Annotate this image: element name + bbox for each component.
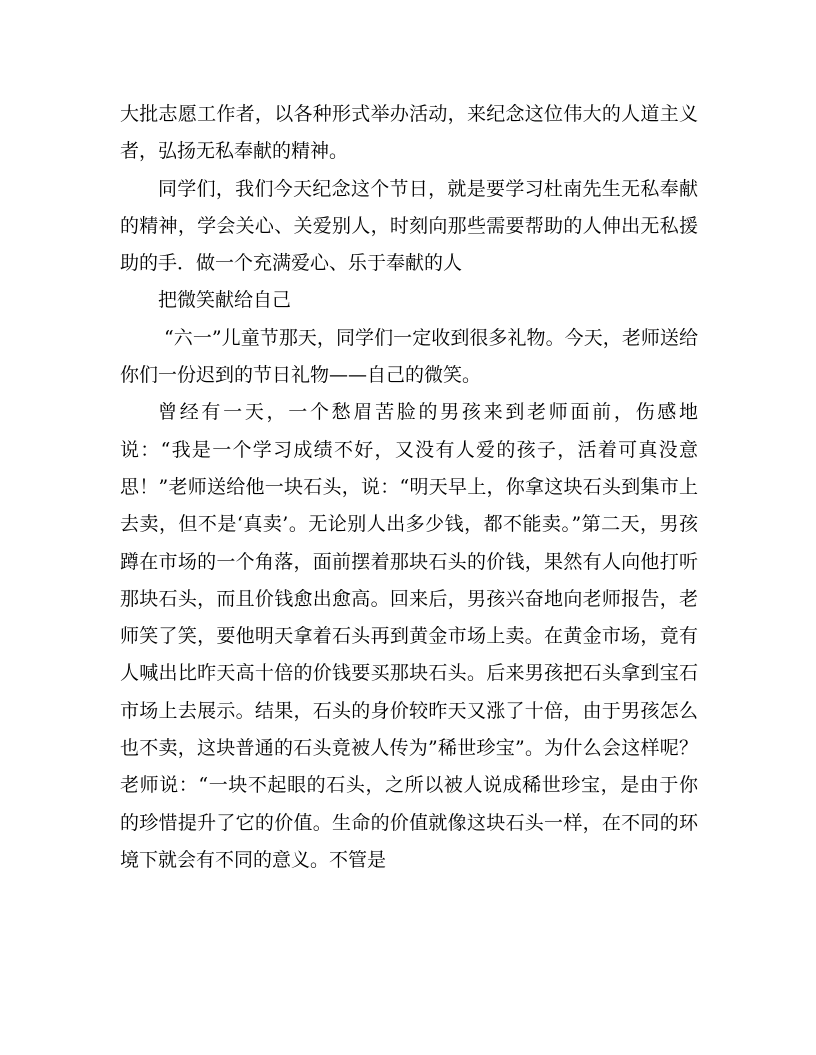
paragraph-continuation: 大批志愿工作者，以各种形式举办活动，来纪念这位伟大的人道主义者，弘扬无私奉献的精神。 bbox=[120, 103, 698, 163]
paragraph-childrens-day: “六一”儿童节那天，同学们一定收到很多礼物。今天，老师送给你们一份迟到的节日礼物——自己的微笑。 bbox=[120, 326, 698, 387]
paragraph-stone-story: 曾经有一天，一个愁眉苦脸的男孩来到老师面前，伤感地说：“我是一个学习成绩不好，又没有人爱的孩子，活着可真没意思！”老师送给他一块石头，说：“明天早上，你拿这块石头到集市上去卖，但不是‘真卖’。无论别人出多少钱，都不能卖。”第二天，男孩蹲在市场的一个角落，面前摆着那块石头的价钱，果然有人向他打听那块石头，而且价钱愈出愈高。回来后，男孩兴奋地向老师报告，老师笑了笑，要他明天拿着石头再到黄金市场上卖。在黄金市场，竟有人喊出比昨天高十倍的价钱要买那块石头。后来男孩把石头拿到宝石市场上去展示。结果，石头的身价较昨天又涨了十倍，由于男孩怎么也不卖，这块普通的石头竟被人传为”稀世珍宝”。为什么会这样呢？老师说：“一块不起眼的石头，之所以被人说成稀世珍宝，是由于你的珍惜提升了它的价值。生命的价值就像这块石头一样，在不同的环境下就会有不同的意义。不管是 bbox=[120, 401, 698, 871]
document-page bbox=[120, 96, 698, 879]
section-heading: 把微笑献给自己 bbox=[158, 289, 292, 312]
paragraph-commemoration: 同学们，我们今天纪念这个节日，就是要学习杜南先生无私奉献的精神，学会关心、关爱别人，时刻向那些需要帮助的人伸出无私援助的手．做一个充满爱心、乐于奉献的人 bbox=[120, 177, 698, 275]
